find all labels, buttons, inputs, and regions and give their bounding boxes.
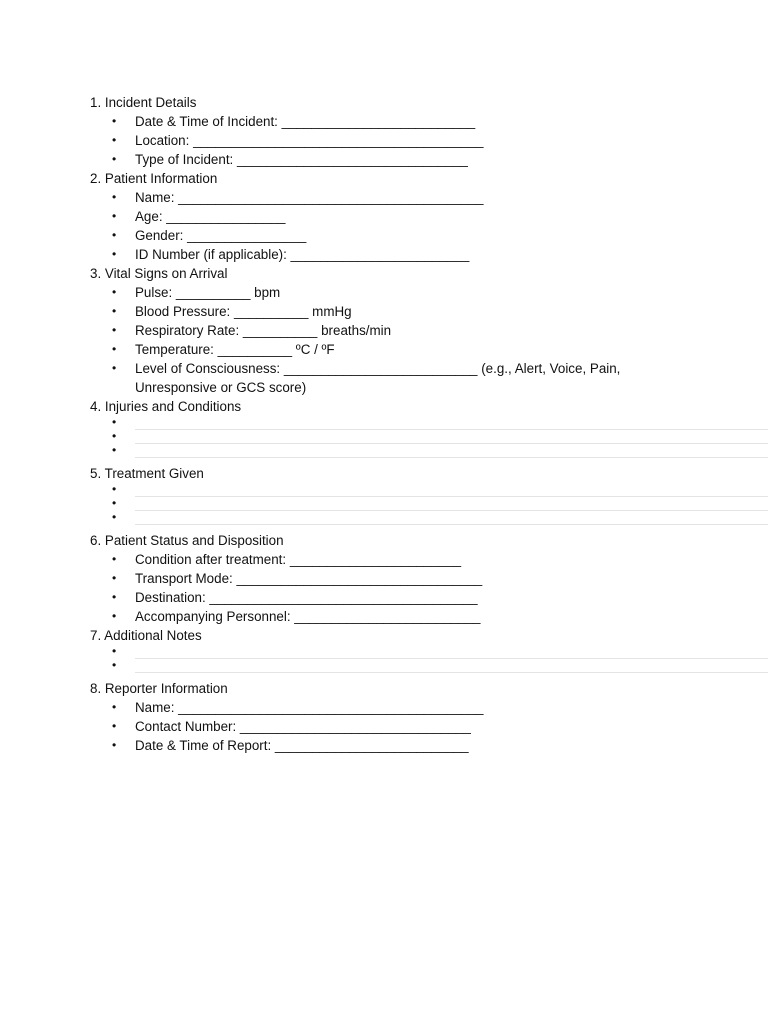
list-item	[90, 245, 690, 264]
bullet-icon: •	[112, 285, 117, 299]
section-heading: 4. Injuries and Conditions	[90, 399, 242, 414]
list-item	[90, 588, 690, 607]
entry-rule	[135, 457, 768, 458]
section-heading: 7. Additional Notes	[90, 628, 202, 643]
bullet-icon: •	[112, 658, 117, 672]
entry-rule	[135, 672, 768, 673]
bullet-icon: •	[112, 700, 117, 714]
field-label: ID Number (if applicable): ________________________	[135, 247, 470, 262]
bullet-icon: •	[112, 738, 117, 752]
field-label: Temperature: __________ ºC / ºF	[135, 342, 335, 357]
bullet-list	[90, 550, 690, 626]
blank-entry-line[interactable]	[90, 430, 690, 444]
blank-entry-line[interactable]	[90, 511, 690, 525]
bullet-icon: •	[112, 304, 117, 318]
bullet-icon: •	[112, 429, 117, 443]
field-label: Condition after treatment: _______________________	[135, 552, 462, 567]
list-item	[90, 302, 690, 321]
bullet-icon: •	[112, 342, 117, 356]
blank-entry-line[interactable]	[90, 645, 690, 659]
bullet-icon: •	[112, 247, 117, 261]
bullet-icon: •	[112, 571, 117, 585]
bullet-list	[90, 188, 690, 264]
bullet-icon: •	[112, 644, 117, 658]
field-label: Name: _________________________________________	[135, 190, 484, 205]
bullet-icon: •	[112, 609, 117, 623]
list-item	[90, 321, 690, 340]
field-label: Name: _________________________________________	[135, 700, 484, 715]
list-item	[90, 283, 690, 302]
section-heading: 1. Incident Details	[90, 95, 197, 110]
list-item	[90, 569, 690, 588]
bullet-icon: •	[112, 209, 117, 223]
field-label: Age: ________________	[135, 209, 286, 224]
list-item	[90, 698, 690, 717]
bullet-icon: •	[112, 443, 117, 457]
list-item	[90, 607, 690, 626]
field-label: Destination: ____________________________________	[135, 590, 478, 605]
field-label: Contact Number: _______________________________	[135, 719, 471, 734]
blank-entry-line[interactable]	[90, 416, 690, 430]
bullet-icon: •	[112, 590, 117, 604]
blank-entry-line[interactable]	[90, 483, 690, 497]
field-label: Type of Incident: _______________________________	[135, 152, 468, 167]
bullet-icon: •	[112, 133, 117, 147]
list-item	[90, 550, 690, 569]
bullet-list	[90, 112, 690, 169]
entry-rule	[135, 524, 768, 525]
list-item	[90, 340, 690, 359]
list-item	[90, 226, 690, 245]
list-item	[90, 112, 690, 131]
section-treatment-given	[90, 464, 690, 531]
list-item	[90, 207, 690, 226]
section-additional-notes	[90, 626, 690, 679]
section-heading: 2. Patient Information	[90, 171, 218, 186]
bullet-icon: •	[112, 482, 117, 496]
field-label: Gender: ________________	[135, 228, 307, 243]
section-heading: 3. Vital Signs on Arrival	[90, 266, 228, 281]
field-label: Date & Time of Report: __________________________	[135, 738, 469, 753]
list-item	[90, 736, 690, 755]
section-heading: 8. Reporter Information	[90, 681, 228, 696]
section-vital-signs	[90, 264, 690, 397]
section-patient-status	[90, 531, 690, 626]
list-item	[90, 717, 690, 736]
field-label: Transport Mode: _________________________________	[135, 571, 483, 586]
section-heading: 6. Patient Status and Disposition	[90, 533, 284, 548]
bullet-icon: •	[112, 228, 117, 242]
blank-entry-line[interactable]	[90, 497, 690, 511]
blank-entry-line[interactable]	[90, 444, 690, 458]
bullet-list	[90, 283, 690, 397]
section-injuries-conditions	[90, 397, 690, 464]
bullet-icon: •	[112, 719, 117, 733]
field-label: Pulse: __________ bpm	[135, 285, 281, 300]
list-item	[90, 188, 690, 207]
section-patient-information	[90, 169, 690, 264]
blank-entry-line[interactable]	[90, 659, 690, 673]
bullet-icon: •	[112, 152, 117, 166]
bullet-list	[90, 698, 690, 755]
bullet-icon: •	[112, 510, 117, 524]
field-label: Accompanying Personnel: _________________________	[135, 609, 481, 624]
section-reporter-information	[90, 679, 690, 755]
list-item	[90, 150, 690, 169]
section-heading: 5. Treatment Given	[90, 466, 204, 481]
incident-report-form	[90, 93, 690, 755]
field-label: Location: _______________________________________	[135, 133, 484, 148]
section-incident-details	[90, 93, 690, 169]
bullet-icon: •	[112, 415, 117, 429]
bullet-icon: •	[112, 190, 117, 204]
bullet-icon: •	[112, 496, 117, 510]
list-item	[90, 359, 635, 397]
field-label: Level of Consciousness: __________________________ (e.g., Alert, Voice, Pain, Unresponsive or GCS score)	[135, 361, 621, 395]
field-label: Respiratory Rate: __________ breaths/min	[135, 323, 392, 338]
bullet-icon: •	[112, 361, 117, 375]
bullet-icon: •	[112, 552, 117, 566]
bullet-icon: •	[112, 114, 117, 128]
bullet-icon: •	[112, 323, 117, 337]
list-item	[90, 131, 690, 150]
field-label: Blood Pressure: __________ mmHg	[135, 304, 352, 319]
field-label: Date & Time of Incident: __________________________	[135, 114, 476, 129]
